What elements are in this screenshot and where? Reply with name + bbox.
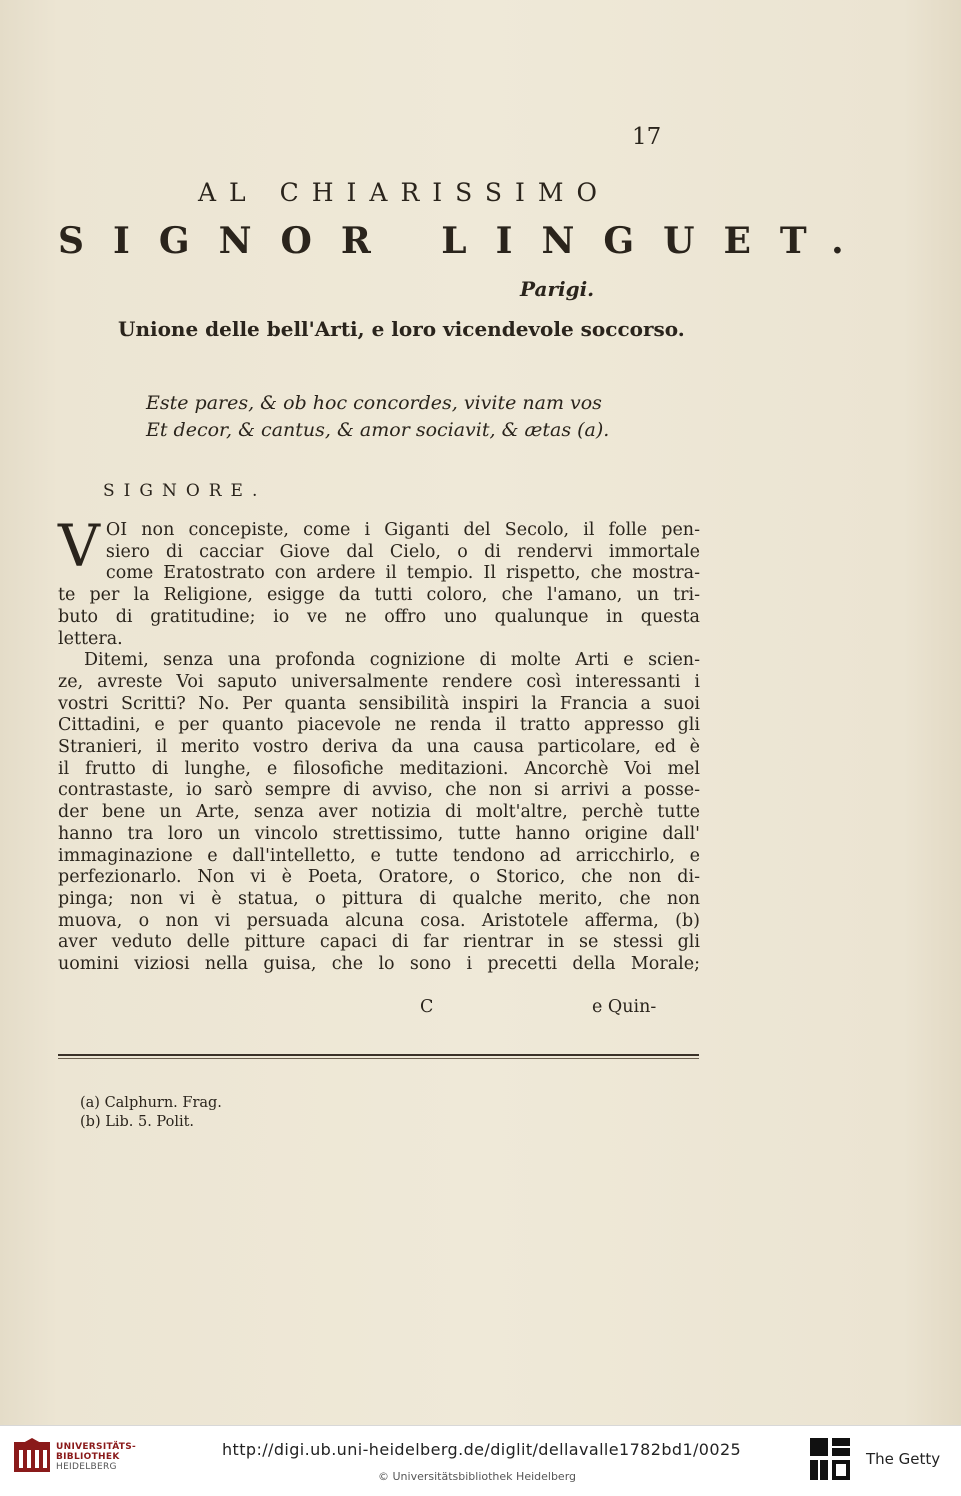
text-line: OI non concepiste, come i Giganti del Secolo, il folle pen- bbox=[105, 520, 700, 540]
salutation: SIGNORE. bbox=[103, 481, 267, 501]
text-line: vostri Scritti? No. Per quanta sensibilità inspiri la Francia a suoi bbox=[58, 693, 700, 714]
epigraph bbox=[146, 390, 609, 444]
text-line: aver veduto delle pitture capaci di far rientrar in se stessi gli bbox=[58, 932, 700, 953]
subject-line: Unione delle bell'Arti, e loro vicendevole soccorso. bbox=[118, 317, 685, 341]
getty-logo-icon bbox=[808, 1436, 852, 1482]
text-line: uomini viziosi nella guisa, che lo sono i precetti della Morale; bbox=[58, 954, 700, 975]
university-seal-icon bbox=[12, 1436, 52, 1476]
place-line: Parigi. bbox=[520, 277, 595, 301]
permalink-url[interactable]: http://digi.ub.uni-heidelberg.de/diglit/dellavalle1782bd1/0025 bbox=[222, 1440, 742, 1459]
text-line: Stranieri, il merito vostro deriva da una causa particolare, ed è bbox=[58, 737, 700, 758]
partner-name[interactable]: The Getty bbox=[866, 1450, 941, 1468]
text-line: der bene un Arte, senza aver notizia di molt'altre, perchè tutte bbox=[58, 802, 700, 823]
copyright-notice: © Universitätsbibliothek Heidelberg bbox=[378, 1470, 577, 1483]
text-line: siero di cacciar Giove dal Cielo, o di rendervi immortale bbox=[105, 541, 700, 562]
text-line: lettera. bbox=[58, 628, 123, 649]
text-line: pinga; non vi è statua, o pittura di qualche merito, che non bbox=[58, 888, 700, 909]
text-line: immaginazione e dall'intelletto, e tutte tendono ad arricchirlo, e bbox=[58, 845, 700, 866]
letter-body bbox=[58, 512, 700, 976]
text-line: contrastaste, io sarò sempre di avviso, che non si arrivi a posse- bbox=[58, 780, 700, 801]
paragraph-1 bbox=[58, 512, 700, 650]
paragraph-2 bbox=[58, 650, 700, 976]
footnote: (a) Calphurn. Frag. bbox=[80, 1095, 222, 1111]
library-name[interactable]: UNIVERSITÄTS- BIBLIOTHEK HEIDELBERG bbox=[56, 1442, 137, 1472]
heading-dedication: AL CHIARISSIMO bbox=[198, 178, 610, 207]
footnote-rule bbox=[58, 1054, 699, 1059]
text-line: Cittadini, e per quanto piacevole ne renda il tratto appresso gli bbox=[58, 715, 700, 736]
text-line: perfezionarlo. Non vi è Poeta, Oratore, o Storico, che non di- bbox=[58, 867, 700, 888]
signature-mark: C bbox=[420, 997, 434, 1017]
catchword: e Quin- bbox=[592, 997, 657, 1017]
text-line: il frutto di lunghe, e filosofiche meditazioni. Ancorchè Voi mel bbox=[58, 758, 700, 779]
footnote: (b) Lib. 5. Polit. bbox=[80, 1114, 195, 1130]
drop-cap: V bbox=[58, 512, 100, 580]
page-number: 17 bbox=[632, 124, 662, 150]
footnotes bbox=[80, 1094, 222, 1132]
text-line: te per la Religione, esigge da tutti coloro, che l'amano, un tri- bbox=[58, 585, 700, 606]
text-line: ze, avreste Voi saputo universalmente rendere così interessanti i bbox=[58, 671, 700, 692]
text-line: come Eratostrato con ardere il tempio. Il rispetto, che mostra- bbox=[105, 563, 700, 584]
epigraph-line: Este pares, & ob hoc concordes, vivite nam vos bbox=[146, 392, 602, 414]
heading-addressee: SIGNOR LINGUET. bbox=[58, 220, 873, 262]
text-line: Ditemi, senza una profonda cognizione di molte Arti e scien- bbox=[84, 650, 700, 671]
text-line: hanno tra loro un vincolo strettissimo, tutte hanno origine dall' bbox=[58, 823, 700, 844]
text-line: muova, o non vi persuada alcuna cosa. Aristotele afferma, (b) bbox=[58, 910, 700, 931]
epigraph-line: Et decor, & cantus, & amor sociavit, & ætas (a). bbox=[146, 419, 610, 441]
text-line: buto di gratitudine; io ve ne offro uno qualunque in questa bbox=[58, 606, 700, 627]
viewer-footer bbox=[0, 1425, 961, 1496]
